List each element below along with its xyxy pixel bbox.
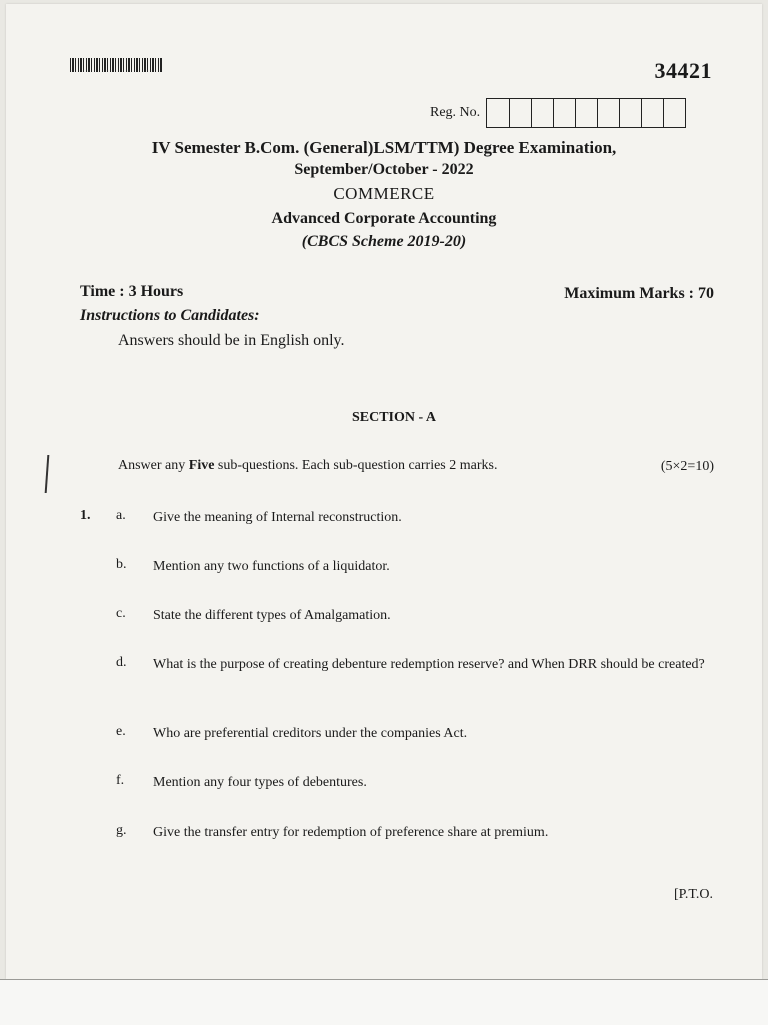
section-title: SECTION - A [351,410,437,425]
sub-question-text: State the different types of Amalgamation. [153,608,391,623]
question-number: 1. [80,508,91,523]
sub-question [116,724,716,743]
exam-session: September/October - 2022 [294,161,474,178]
reg-no-box [663,99,685,127]
scheme: (CBCS Scheme 2019-20) [301,233,467,250]
reg-no-box [553,99,575,127]
sub-question-text: What is the purpose of creating debenture redemption reserve? and When DRR should be created? [153,657,705,672]
sub-question [116,823,716,842]
paper-code: 34421 [654,58,712,83]
maximum-marks: Maximum Marks : 70 [564,285,714,302]
instructions-title: Instructions to Candidates: [80,307,260,324]
sub-question [116,557,716,576]
paper-name: Advanced Corporate Accounting [271,210,497,227]
sub-question-letter: b. [116,557,127,572]
sub-question [116,773,716,792]
sub-question [116,606,716,625]
reg-no-label: Reg. No. [430,105,481,120]
instruction-prefix: Answer any [118,458,189,473]
sub-question-text: Give the meaning of Internal reconstruction. [153,510,402,525]
sub-question [116,655,716,674]
section-instruction [118,458,497,474]
sub-question-text: Who are preferential creditors under the companies Act. [153,726,468,741]
instruction-count: Five [188,458,215,473]
sub-question-text: Mention any four types of debentures. [153,775,367,790]
reg-no-box [575,99,597,127]
sub-question-text: Give the transfer entry for redemption of preference share at premium. [153,825,549,840]
time-allowed: Time : 3 Hours [80,283,184,300]
exam-title: IV Semester B.Com. (General)LSM/TTM) Degree Examination, [151,138,617,157]
sub-question-letter: f. [116,773,125,788]
please-turn-over: [P.T.O. [673,887,713,902]
instruction-suffix: sub-questions. Each sub-question carries 2 marks. [214,458,498,473]
sub-question-letter: a. [116,508,126,523]
subject-name: COMMERCE [333,184,435,203]
sub-question-letter: d. [116,655,127,670]
reg-no-box [531,99,553,127]
page-bottom-edge [0,979,768,1025]
sub-question-letter: c. [116,606,126,621]
barcode-icon [70,58,162,72]
instructions-text: Answers should be in English only. [118,332,345,349]
sub-question-letter: e. [116,724,126,739]
reg-no-box [619,99,641,127]
section-marks: (5×2=10) [660,459,714,474]
reg-no-box [487,99,509,127]
sub-question [116,508,716,527]
sub-question-text: Mention any two functions of a liquidator. [153,559,390,574]
reg-no-box [641,99,663,127]
reg-no-box [509,99,531,127]
reg-no [430,98,686,128]
sub-question-letter: g. [116,823,127,838]
reg-no-boxes [486,98,686,128]
reg-no-box [597,99,619,127]
